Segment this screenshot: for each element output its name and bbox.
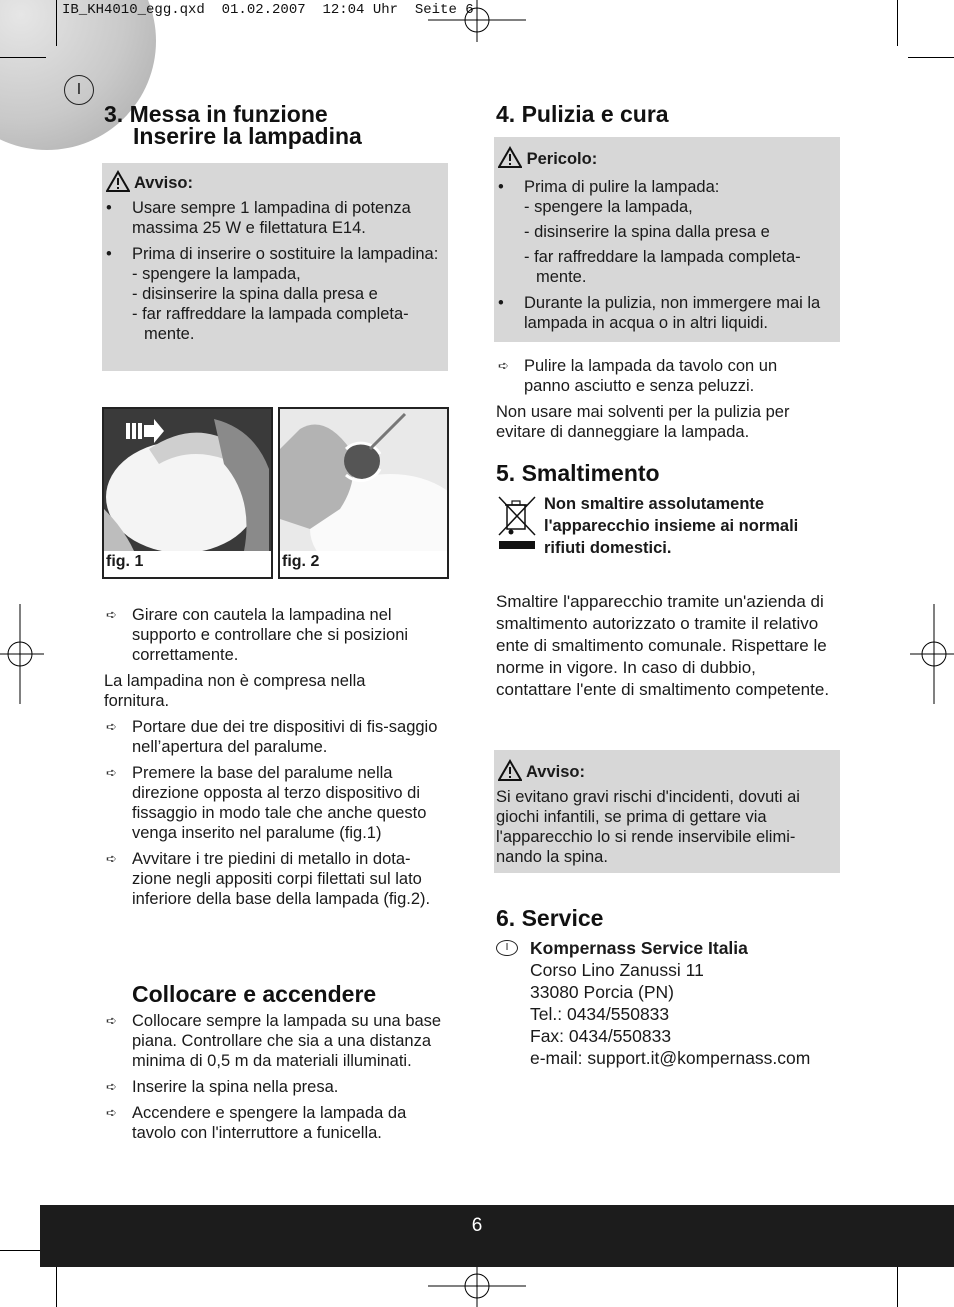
- figure-2-label: fig. 2: [282, 553, 320, 570]
- warning-header: [498, 759, 585, 782]
- registration-mark-right: [908, 604, 954, 704]
- figure-1-image: [104, 409, 271, 551]
- collocare-title: Collocare e accendere: [132, 981, 377, 1007]
- service-address: [530, 937, 850, 1069]
- warning-header: [106, 170, 193, 193]
- danger-list: [496, 177, 836, 339]
- danger-box: [494, 137, 840, 342]
- service-phone: Tel.: 0434/550833: [530, 1004, 670, 1024]
- list-item: • Usare sempre 1 lampadina di potenza massima 25 W e filettatura E14.: [106, 199, 411, 237]
- list-item: ➪ Avvitare i tre piedini di metallo in dota-zione negli appositi corpi filettati sul lato inferiore della base della lampada (fig.2).: [106, 850, 431, 908]
- warning-triangle-icon: [498, 759, 522, 781]
- warning-label: Avviso:: [133, 174, 193, 192]
- list-item: • Prima di pulire la lampada: - spengere la lampada, - disinserire la spina dalla presa e - far raffreddare la lampada completa-mente.: [498, 178, 801, 286]
- steps-list-b: [104, 717, 449, 915]
- warning-box: [102, 163, 448, 371]
- service-fax: Fax: 0434/550833: [530, 1026, 672, 1046]
- service-city: 33080 Porcia (PN): [530, 982, 674, 1002]
- service-street: Corso Lino Zanussi 11: [530, 960, 704, 980]
- warning-list: [104, 198, 444, 350]
- list-item: • Prima di inserire o sostituire la lampadina: - spengere la lampada, - disinserire la spina dalla presa e - far raffreddare la lampada completa-mente.: [106, 245, 439, 343]
- registration-mark-top: [428, 0, 528, 44]
- section-5-title: 5. Smaltimento: [496, 460, 660, 486]
- section-4-title: 4. Pulizia e cura: [496, 101, 669, 127]
- service-email: e-mail: support.it@kompernass.com: [530, 1048, 811, 1068]
- registration-mark-left: [0, 604, 46, 704]
- list-item: ➪ Girare con cautela la lampadina nel supporto e controllare che si posizioni correttamente.: [106, 606, 409, 664]
- service-country-badge: I: [496, 940, 518, 956]
- warning-box-2: [494, 750, 840, 873]
- page-number: 6: [471, 1215, 483, 1236]
- language-badge: I: [64, 75, 94, 105]
- danger-label: Pericolo:: [526, 150, 598, 168]
- clean-steps: [496, 356, 816, 402]
- figure-2: [278, 407, 449, 579]
- crossed-bin-icon: [497, 495, 537, 551]
- steps-list-c: [104, 1011, 449, 1149]
- list-item: ➪ Pulire la lampada da tavolo con un panno asciutto e senza peluzzi.: [498, 357, 778, 395]
- list-item: ➪ Inserire la spina nella presa.: [106, 1078, 339, 1096]
- service-company: Kompernass Service Italia: [530, 938, 748, 958]
- list-item: ➪ Collocare sempre la lampada su una base piana. Controllare che sia a una distanza minima di 0,5 m da materiali illuminati.: [106, 1012, 442, 1070]
- list-item: ➪ Accendere e spengere la lampada da tavolo con l'interruttore a funicella.: [106, 1104, 407, 1142]
- registration-mark-bottom: [428, 1262, 528, 1307]
- danger-header: [498, 146, 597, 169]
- list-item: ➪ Portare due dei tre dispositivi di fis-saggio nell’apertura del paralume.: [106, 718, 438, 756]
- warning-text: Si evitano gravi rischi d'incidenti, dovuti ai giochi infantili, se prima di gettare via l'apparecchio lo si rende inservibile elimi-nando la spina.: [496, 788, 800, 866]
- warning-label: Avviso:: [525, 763, 585, 781]
- section-6-title: 6. Service: [496, 905, 604, 931]
- print-slug: IB_KH4010_egg.qxd 01.02.2007 12:04 Uhr Seite 6: [62, 2, 474, 18]
- list-item: • Durante la pulizia, non immergere mai la lampada in acqua o in altri liquidi.: [498, 294, 821, 332]
- section-3-title: 3. Messa in funzione: [104, 101, 328, 127]
- section-3-subtitle: Inserire la lampadina: [133, 123, 362, 149]
- figure-1: [102, 407, 273, 579]
- steps-list-a: [104, 605, 449, 671]
- disposal-text: Smaltire l'apparecchio tramite un'azienda di smaltimento autorizzato o tramite il relativo ente di smaltimento comunale. Rispettare le norme in vigore. In caso di dubbio, contattare l'ente di smaltimento competente.: [496, 592, 830, 699]
- bulb-note: La lampadina non è compresa nella fornitura.: [104, 672, 366, 710]
- disposal-warning: Non smaltire assolutamente l'apparecchio insieme ai normali rifiuti domestici.: [544, 495, 799, 557]
- warning-triangle-icon: [106, 170, 130, 192]
- figure-1-label: fig. 1: [106, 553, 144, 570]
- warning-triangle-icon: [498, 146, 522, 168]
- figure-2-image: [280, 409, 447, 551]
- section-3-heading: [104, 103, 454, 147]
- clean-note: Non usare mai solventi per la pulizia per evitare di danneggiare la lampada.: [496, 403, 790, 441]
- list-item: ➪ Premere la base del paralume nella direzione opposta al terzo dispositivo di fissaggio in modo tale che anche questo venga inserito nel paralume (fig.1): [106, 764, 427, 842]
